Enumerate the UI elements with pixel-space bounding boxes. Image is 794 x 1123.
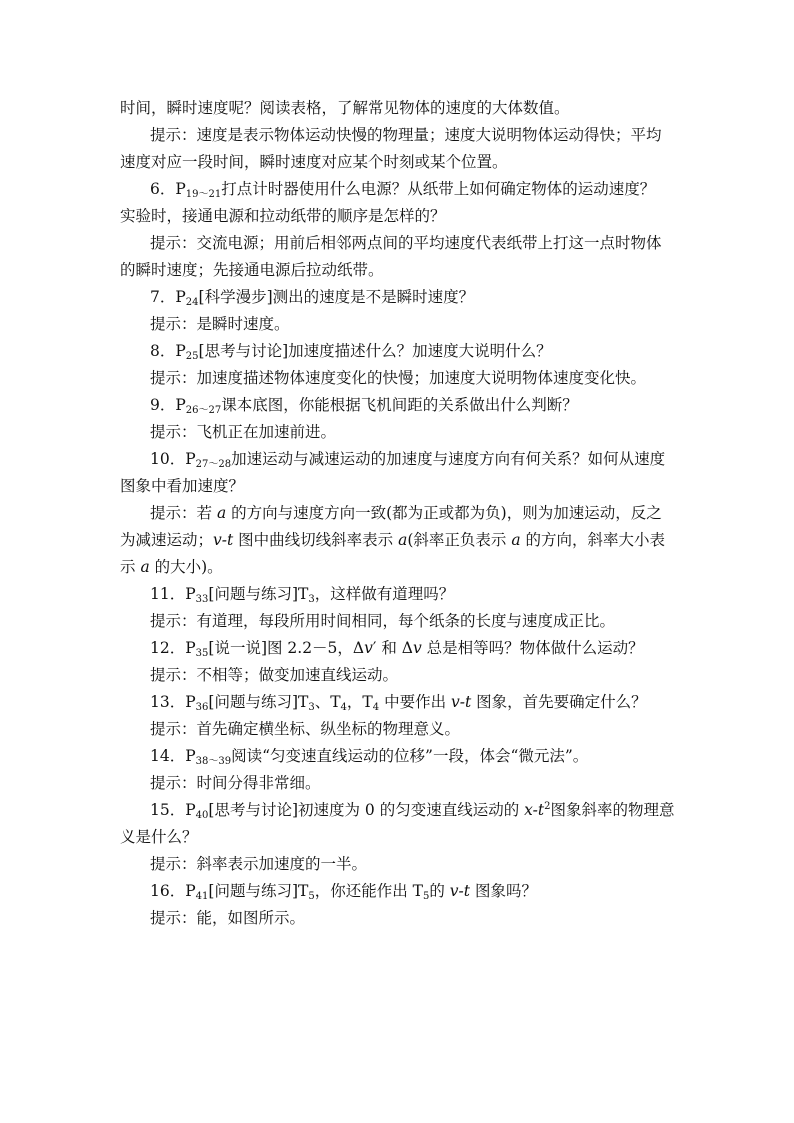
hint-line: 提示：有道理，每段所用时间相同，每个纸条的长度与速度成正比。: [150, 612, 616, 630]
hint-line: 提示：斜率表示加速度的一半。: [150, 855, 368, 873]
hint-line: 提示：飞机正在加速前进。: [150, 423, 337, 441]
question-9: 9．$P_{26\sim 27}$课本底图，你能根据飞机间距的关系做出什么判断？: [150, 396, 578, 416]
hint-line: 提示：时间分得非常细。: [150, 774, 321, 792]
hint-line: 提示：首先确定横坐标、纵坐标的物理意义。: [150, 720, 461, 738]
hint-line: 提示：能，如图所示。: [150, 909, 306, 927]
question-6: 6．$P_{19\sim 21}$打点计时器使用什么电源？从纸带上如何确定物体的运动速度？: [150, 180, 656, 200]
question-10: 10．$P_{27\sim 28}$加速运动与减速运动的加速度与速度方向有何关系？如何从速度: [150, 450, 666, 470]
question-15: 15．$P_{40}$[思考与讨论]初速度为 0 的匀变速直线运动的 $x-t^2$图象斜率的物理意: [150, 801, 675, 821]
hint-line: 为减速运动；v-t 图中曲线切线斜率表示 a(斜率正负表示 a 的方向，斜率大小表: [120, 531, 666, 549]
question-15-cont: 义是什么？: [120, 828, 198, 846]
hint-line: 提示：是瞬时速度。: [150, 315, 290, 333]
hint-line: 提示：加速度描述物体速度变化的快慢；加速度大说明物体速度变化快。: [150, 369, 647, 387]
hint-line: 提示：不相等；做变加速直线运动。: [150, 666, 399, 684]
question-7: 7．$P_{24}$[科学漫步]测出的速度是不是瞬时速度？: [150, 288, 475, 308]
hint-line: 示 a 的大小)。: [120, 558, 223, 576]
question-12: 12．$P_{35}$[说一说]图 2.2－5，Δv′ 和 Δv 总是相等吗？物体做什么运动？: [150, 639, 644, 659]
hint-line: 速度对应一段时间，瞬时速度对应某个时刻或某个位置。: [120, 153, 508, 171]
question-13: 13．$P_{36}$[问题与练习]$T_3$、$T_4$，$T_4$ 中要作出 v-t 图象，首先要确定什么？: [150, 693, 647, 713]
question-14: 14．$P_{38\sim 39}$阅读“匀变速直线运动的位移”一段，体会“微元法”。: [150, 747, 589, 767]
hint-line: 的瞬时速度；先接通电源后拉动纸带。: [120, 261, 384, 279]
text-line: 时间，瞬时速度呢？阅读表格，了解常见物体的速度的大体数值。: [120, 99, 570, 117]
question-8: 8．$P_{25}$[思考与讨论]加速度描述什么？加速度大说明什么？: [150, 342, 552, 362]
question-6-cont: 实验时，接通电源和拉动纸带的顺序是怎样的？: [120, 207, 446, 225]
hint-line: 提示：交流电源；用前后相邻两点间的平均速度代表纸带上打这一点时物体: [150, 234, 662, 252]
hint-line: 提示：若 a 的方向与速度方向一致(都为正或都为负)，则为加速运动，反之: [150, 504, 662, 522]
question-11: 11．$P_{33}$[问题与练习]$T_3$，这样做有道理吗？: [150, 585, 455, 605]
question-16: 16．$P_{41}$[问题与练习]$T_5$，你还能作出 $T_5$的 v-t 图象吗？: [150, 882, 537, 902]
hint-line: 提示：速度是表示物体运动快慢的物理量；速度大说明物体运动得快；平均: [150, 126, 662, 144]
question-10-cont: 图象中看加速度？: [120, 477, 245, 495]
